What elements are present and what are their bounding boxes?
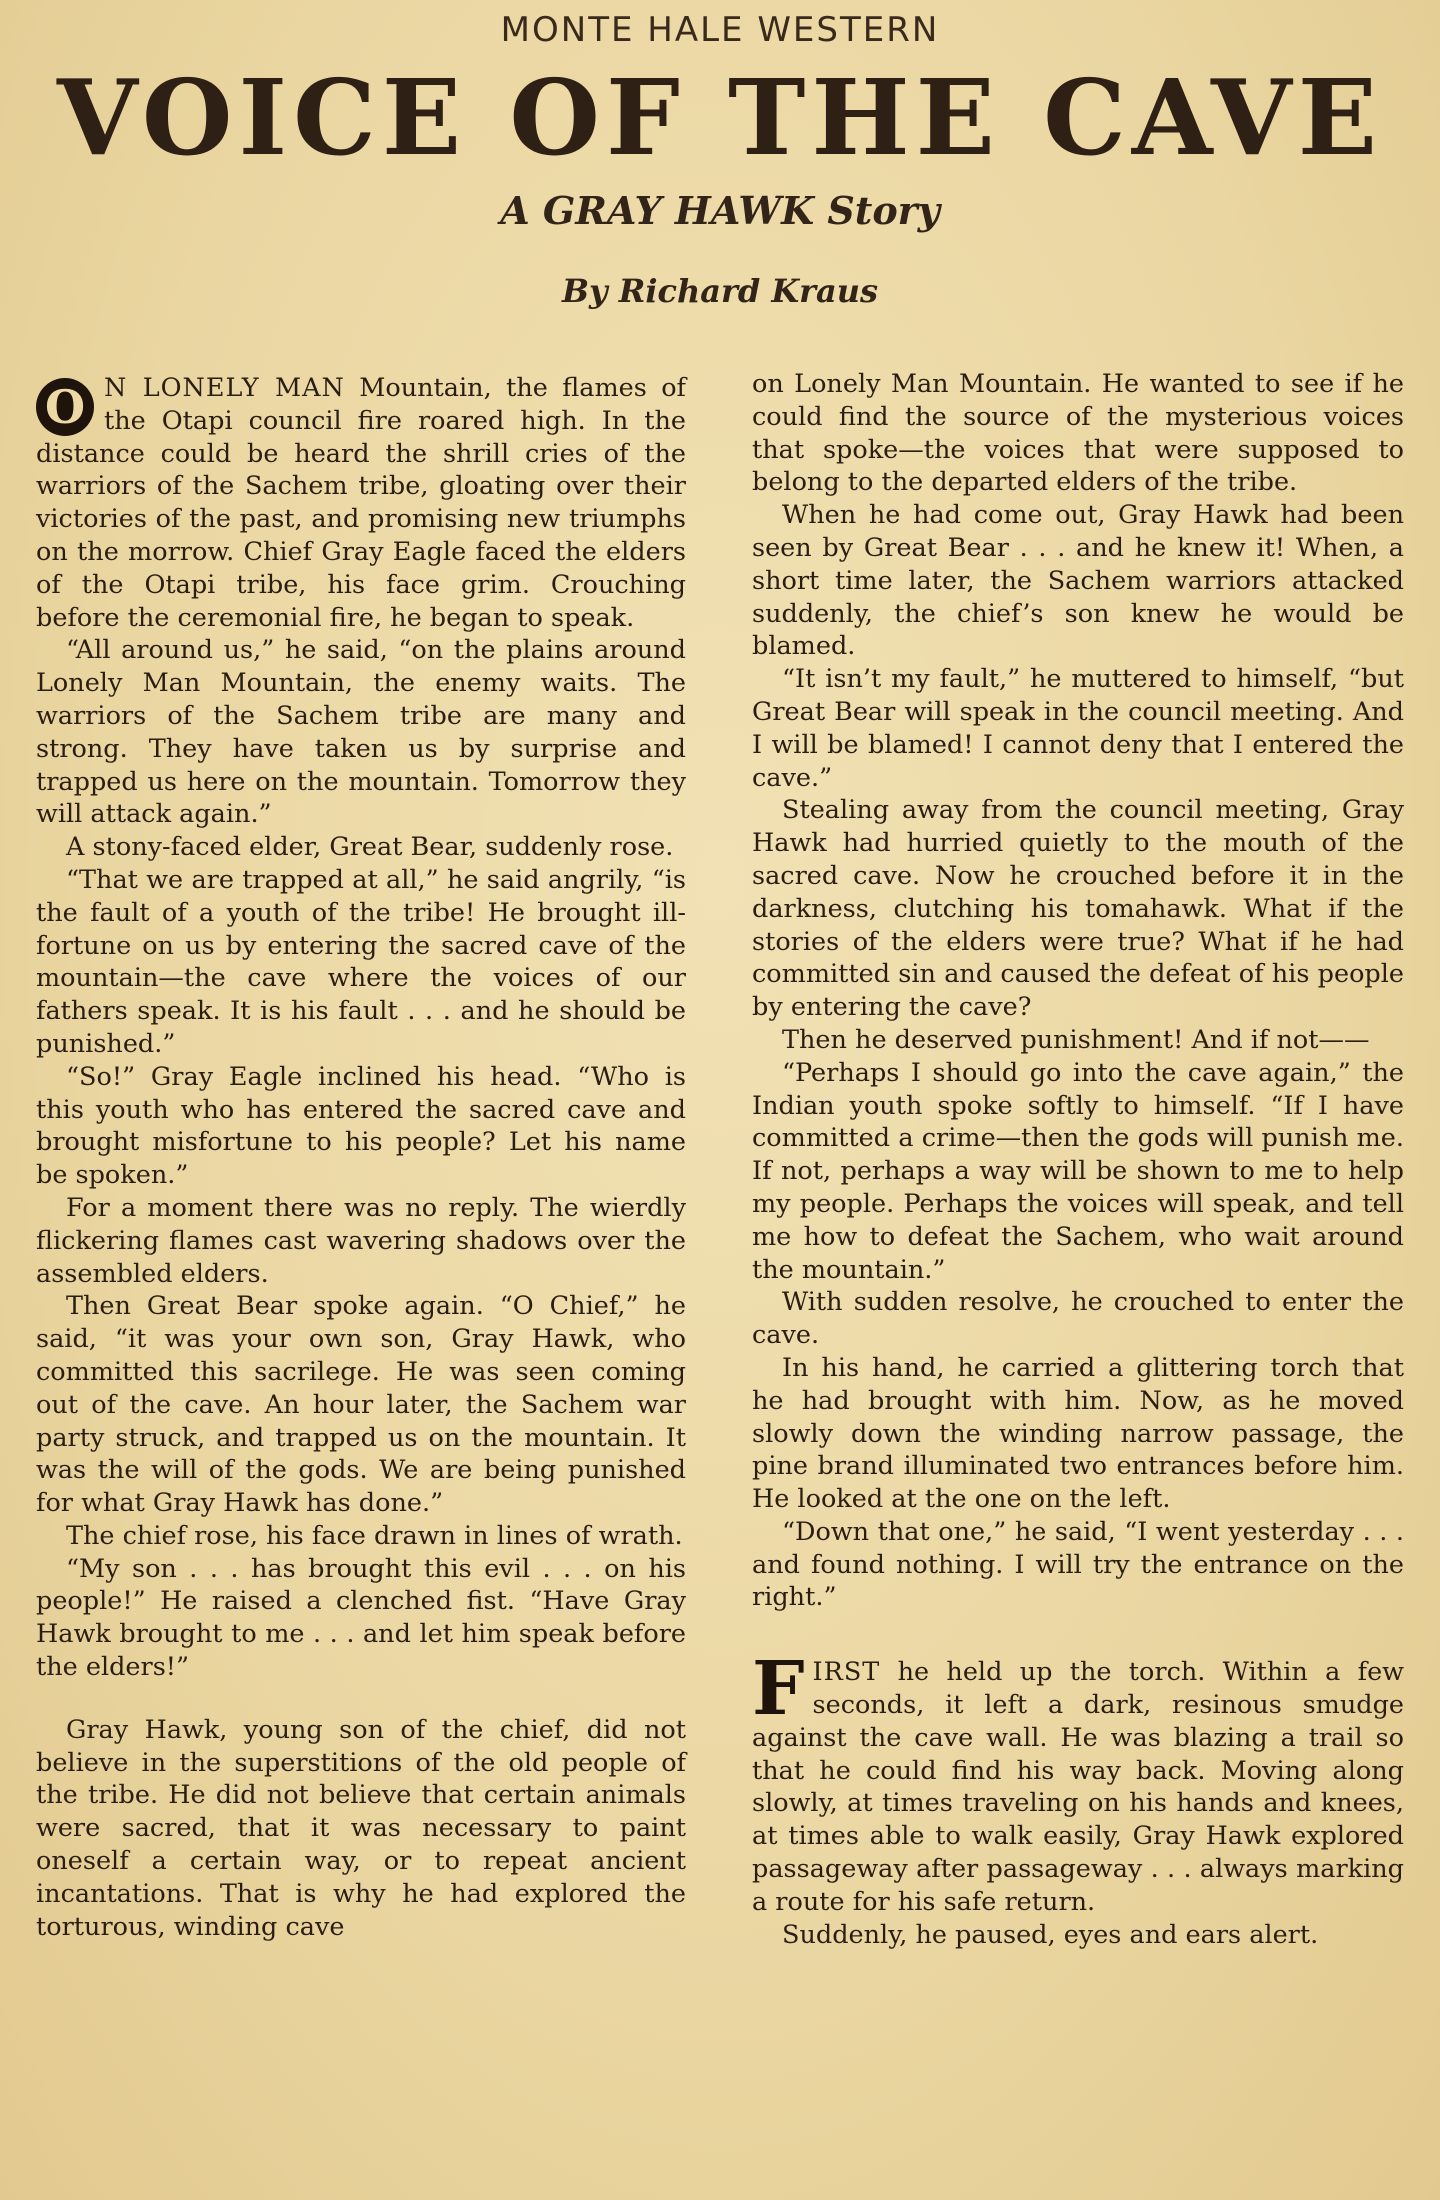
paragraph-opening [36,372,686,634]
paragraph: A stony-faced elder, Great Bear, suddenly rose. [66,832,674,863]
paragraph: With sudden resolve, he crouched to enter the cave. [752,1287,1404,1351]
opening-text: Mountain, the flames of the Otapi council fire roared high. In the distance could be heard the shrill cries of the warriors of the Sachem tribe, gloating over their victories of the past, and promising new triumphs on the morrow. Chief Gray Eagle faced the elders of the Otapi tribe, his face grim. Crouching before the ceremonial fire, he began to speak. [36,373,686,633]
left-column [36,372,686,1943]
paragraph: Stealing away from the council meeting, Gray Hawk had hurried quietly to the mouth of the sacred cave. Now he crouched before it in the darkness, clutching his tomahawk. What if the stories of the elders were true? What if he had committed sin and caused the defeat of his people by entering the cave? [752,795,1404,1023]
paragraph: For a moment there was no reply. The wierdly flickering flames cast wavering shadows over the assembled elders. [36,1192,686,1289]
drop-cap-f: F [752,1646,805,1733]
paragraph: on Lonely Man Mountain. He wanted to see if he could find the source of the mysterious voices that spoke—the voices that were supposed to belong to the departed elders of the tribe. [752,369,1404,498]
paragraph: “So!” Gray Eagle inclined his head. “Who is this youth who has entered the sacred cave and brought misfortune to his people? Let his name be spoken.” [36,1061,686,1191]
paragraph: “Down that one,” he said, “I went yesterday . . . and found nothing. I will try the entrance on the right.” [752,1516,1404,1613]
section-lead-in: IRST [812,1657,881,1688]
section-text: he held up the torch. Within a few seconds, it left a dark, resinous smudge against the cave wall. He was blazing a trail so that he could find his way back. Moving along slowly, at times traveling on his hands and knees, at times able to walk easily, Gray Hawk explored passageway after passageway . . . always marking a route for his safe return. [752,1657,1404,1917]
story-subtitle: A GRAY HAWK Story [500,188,940,233]
paragraph: “My son . . . has brought this evil . . . on his people!” He raised a clenched fist. “Have Gray Hawk brought to me . . . and let him speak before the elders!” [36,1553,686,1683]
paragraph: “It isn’t my fault,” he muttered to himself, “but Great Bear will speak in the council meeting. And I will be blamed! I cannot deny that I entered the cave.” [752,664,1404,793]
paragraph: Then Great Bear spoke again. “O Chief,” he said, “it was your own son, Gray Hawk, who committed this sacrilege. He was seen coming out of the cave. An hour later, the Sachem war party struck, and trapped us on the mountain. It was the will of the gods. We are being punished for what Gray Hawk has done.” [36,1291,686,1519]
paragraph: Gray Hawk, young son of the chief, did not believe in the superstitions of the old people of the tribe. He did not believe that certain animals were sacred, that it was necessary to paint oneself a certain way, or to repeat ancient incantations. That is why he had explored the torturous, winding cave [36,1714,686,1942]
paragraph: “All around us,” he said, “on the plains around Lonely Man Mountain, the enemy waits. The warriors of the Sachem tribe are many and strong. They have taken us by surprise and trapped us here on the mountain. Tomorrow they will attack again.” [36,635,686,830]
opening-lead-in: N LONELY MAN [104,373,345,403]
paragraph: Then he deserved punishment! And if not—— [782,1024,1370,1055]
paragraph: The chief rose, his face drawn in lines of wrath. [66,1520,683,1551]
paragraph-section-start [752,1646,1404,1918]
paragraph: Suddenly, he paused, eyes and ears alert. [782,1919,1319,1950]
series-header: MONTE HALE WESTERN [500,10,940,50]
paragraph: When he had come out, Gray Hawk had been seen by Great Bear . . . and he knew it! When, a short time later, the Sachem warriors attacked suddenly, the chief’s son knew he would be blamed. [752,500,1404,662]
drop-cap-o: O [36,378,94,436]
right-column [752,368,1404,1951]
story-title: VOICE OF THE CAVE [57,56,1383,179]
paragraph: “Perhaps I should go into the cave again,” the Indian youth spoke softly to himself. “If I have committed a crime—then the gods will punish me. If not, perhaps a way will be shown to me to help my people. Perhaps the voices will speak, and tell me how to defeat the Sachem, who wait around the mountain.” [752,1057,1404,1285]
story-byline: By Richard Kraus [561,272,879,310]
paragraph: In his hand, he carried a glittering torch that he had brought with him. Now, as he moved slowly down the winding narrow passage, the pine brand illuminated two entrances before him. He looked at the one on the left. [752,1352,1404,1515]
paragraph: “That we are trapped at all,” he said angrily, “is the fault of a youth of the tribe! He brought ill-fortune on us by entering the sacred cave of the mountain—the cave where the voices of our fathers speak. It is his fault . . . and he should be punished.” [36,864,686,1059]
